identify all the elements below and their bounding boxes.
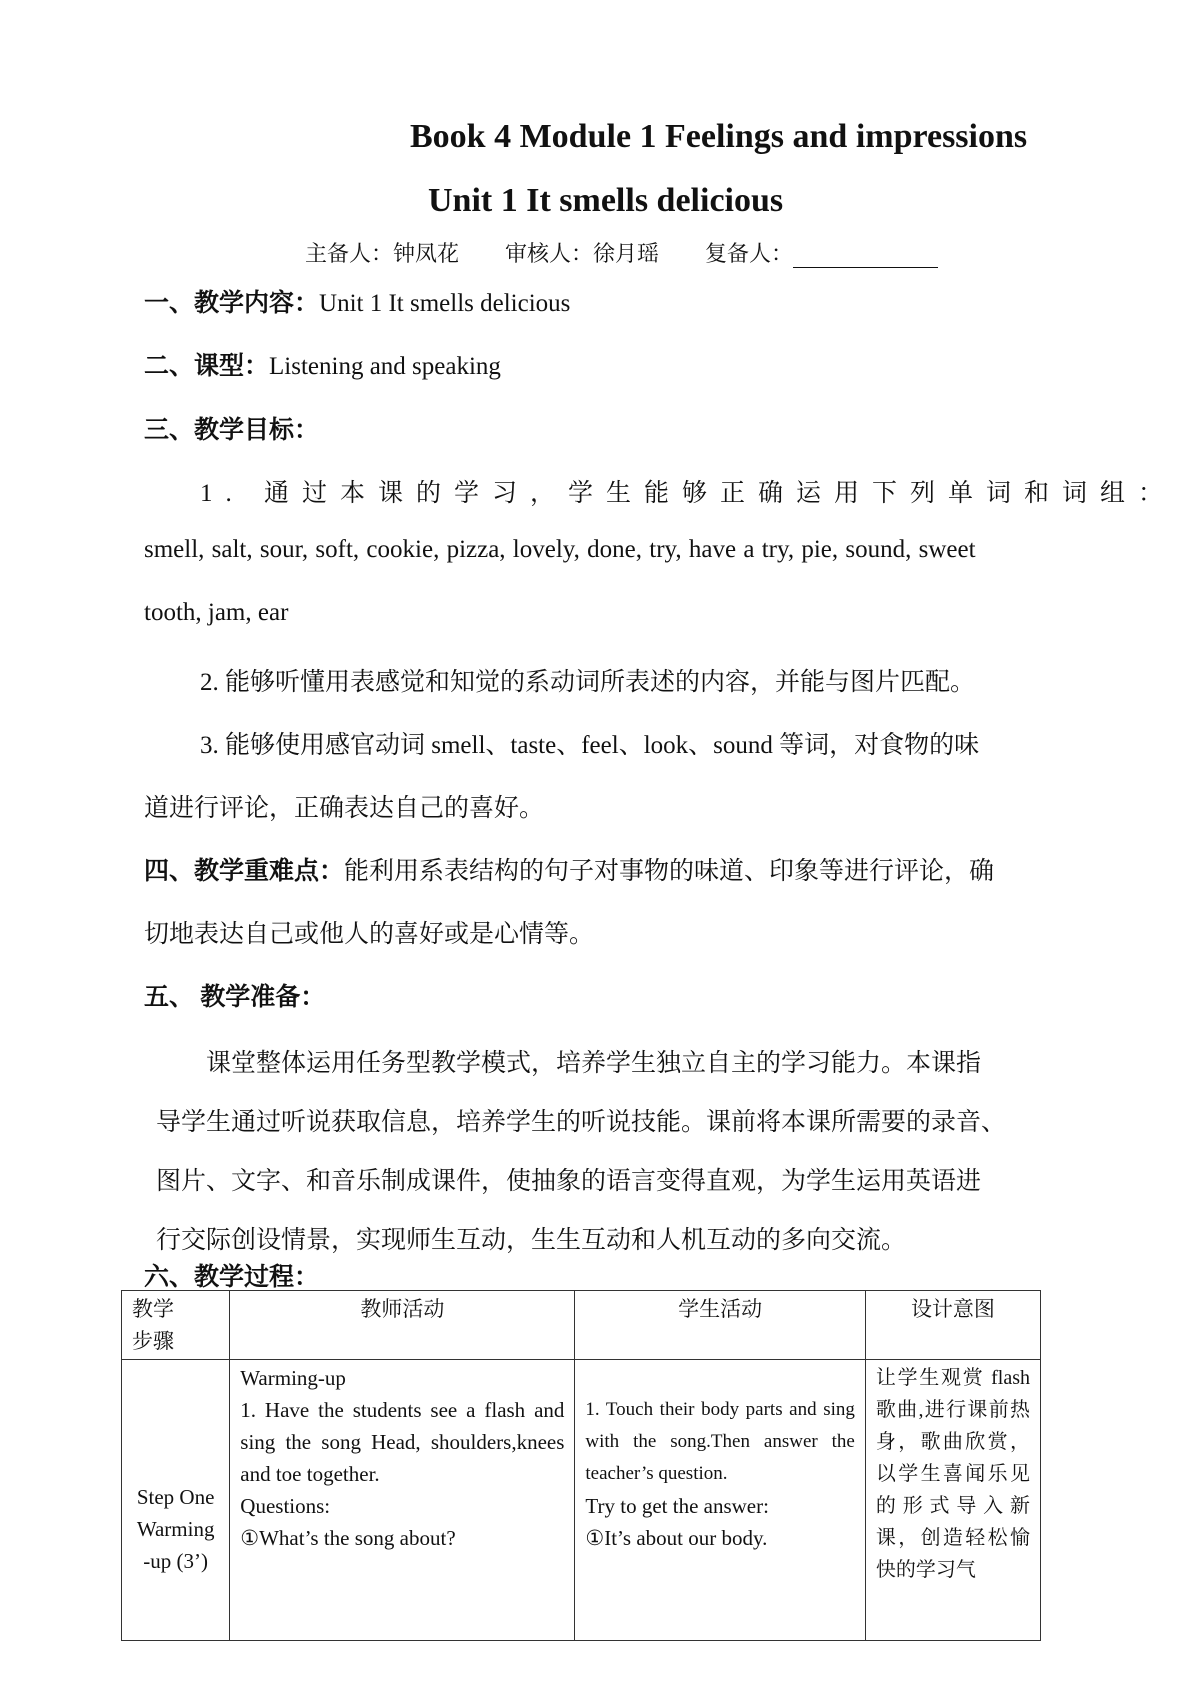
- table-row: [122, 1360, 1041, 1641]
- focus-line2: 切地表达自己或他人的喜好或是心情等。: [144, 921, 595, 948]
- header-intent: 设计意图: [865, 1291, 1040, 1360]
- prep-line1: 课堂整体运用任务型教学模式，培养学生独立自主的学习能力。本课指: [206, 1050, 982, 1077]
- co-preparer-blank: [793, 247, 938, 268]
- student-line2: Try to get the answer:: [585, 1494, 769, 1518]
- student-line3: ①It’s about our body.: [585, 1526, 768, 1550]
- section-prep-label: 五、 教学准备：: [144, 984, 326, 1011]
- prep-line4: 行交际创设情景，实现师生互动，生生互动和人机互动的多向交流。: [156, 1227, 907, 1254]
- author-line: [305, 237, 938, 268]
- section-process-label: 六、教学过程：: [144, 1264, 320, 1291]
- step-line3: -up (3’): [143, 1549, 208, 1573]
- co-preparer: 复备人：: [705, 241, 794, 266]
- goal3-line1: 3. 能够使用感官动词 smell、taste、feel、look、sound 等词，对食物的味: [200, 732, 980, 759]
- step-cell: [122, 1360, 230, 1641]
- page-title: Book 4 Module 1 Feelings and impressions: [410, 118, 1028, 155]
- prep-line2: 导学生通过听说获取信息，培养学生的听说技能。课前将本课所需要的录音、: [156, 1109, 1007, 1136]
- section-type: [144, 346, 501, 382]
- section-content-label: 一、教学内容：: [144, 290, 320, 317]
- table-header-row: [122, 1291, 1041, 1360]
- teacher-line1: Warming-up: [240, 1366, 346, 1390]
- teacher-cell: [230, 1360, 575, 1641]
- section-process: [144, 1257, 319, 1293]
- student-cell: [575, 1360, 865, 1641]
- intent-cell: 让学生观赏 flash 歌曲,进行课前热身，歌曲欣赏，以学生喜闻乐见的形式导入新课，创造轻松愉快的学习气: [865, 1360, 1040, 1641]
- page-subtitle: Unit 1 It smells delicious: [428, 182, 784, 219]
- section-type-value: Listening and speaking: [269, 353, 501, 380]
- section-focus-label: 四、教学重难点：: [144, 858, 345, 885]
- reviewer: 审核人：徐月瑶: [505, 241, 660, 266]
- goal3-line2: 道进行评论，正确表达自己的喜好。: [144, 795, 545, 822]
- goal1-line2: smell, salt, sour, soft, cookie, pizza, lovely, done, try, have a try, pie, sound, sweet: [144, 536, 976, 563]
- preparer: 主备人：钟凤花: [305, 241, 460, 266]
- teacher-line2: 1. Have the students see a flash and sing the song Head, shoulders,knees and toe together.: [240, 1398, 565, 1486]
- goal1-line3: tooth, jam, ear: [144, 599, 289, 626]
- process-table: [121, 1290, 1041, 1641]
- header-step: [122, 1291, 230, 1360]
- section-goals-label: 三、教学目标：: [144, 417, 320, 444]
- teacher-line4: ①What’s the song about?: [240, 1526, 456, 1550]
- header-step-line1: 教学: [132, 1297, 174, 1321]
- step-line1: Step One: [136, 1485, 215, 1509]
- header-step-line2: 步骤: [132, 1329, 174, 1353]
- section-goals: [144, 410, 319, 446]
- header-teacher: 教师活动: [230, 1291, 575, 1360]
- focus-line1: 能利用系表结构的句子对事物的味道、印象等进行评论，确: [344, 858, 995, 885]
- step-line2: Warming: [136, 1517, 215, 1541]
- section-content-value: Unit 1 It smells delicious: [319, 290, 571, 317]
- section-type-label: 二、课型：: [144, 353, 270, 380]
- student-line1: 1. Touch their body parts and sing with the song.Then answer the teacher’s question.: [585, 1399, 855, 1484]
- header-student: 学生活动: [575, 1291, 865, 1360]
- prep-line3: 图片、文字、和音乐制成课件，使抽象的语言变得直观，为学生运用英语进: [156, 1168, 982, 1195]
- section-prep: [144, 977, 325, 1013]
- goal2: 2. 能够听懂用表感觉和知觉的系动词所表述的内容，并能与图片匹配。: [200, 669, 976, 696]
- goal1-line1: 1. 通过本课的学习，学生能够正确运用下列单词和词组：: [200, 480, 1177, 507]
- section-focus: [144, 851, 994, 887]
- teacher-line3: Questions:: [240, 1494, 331, 1518]
- section-content: [144, 283, 570, 319]
